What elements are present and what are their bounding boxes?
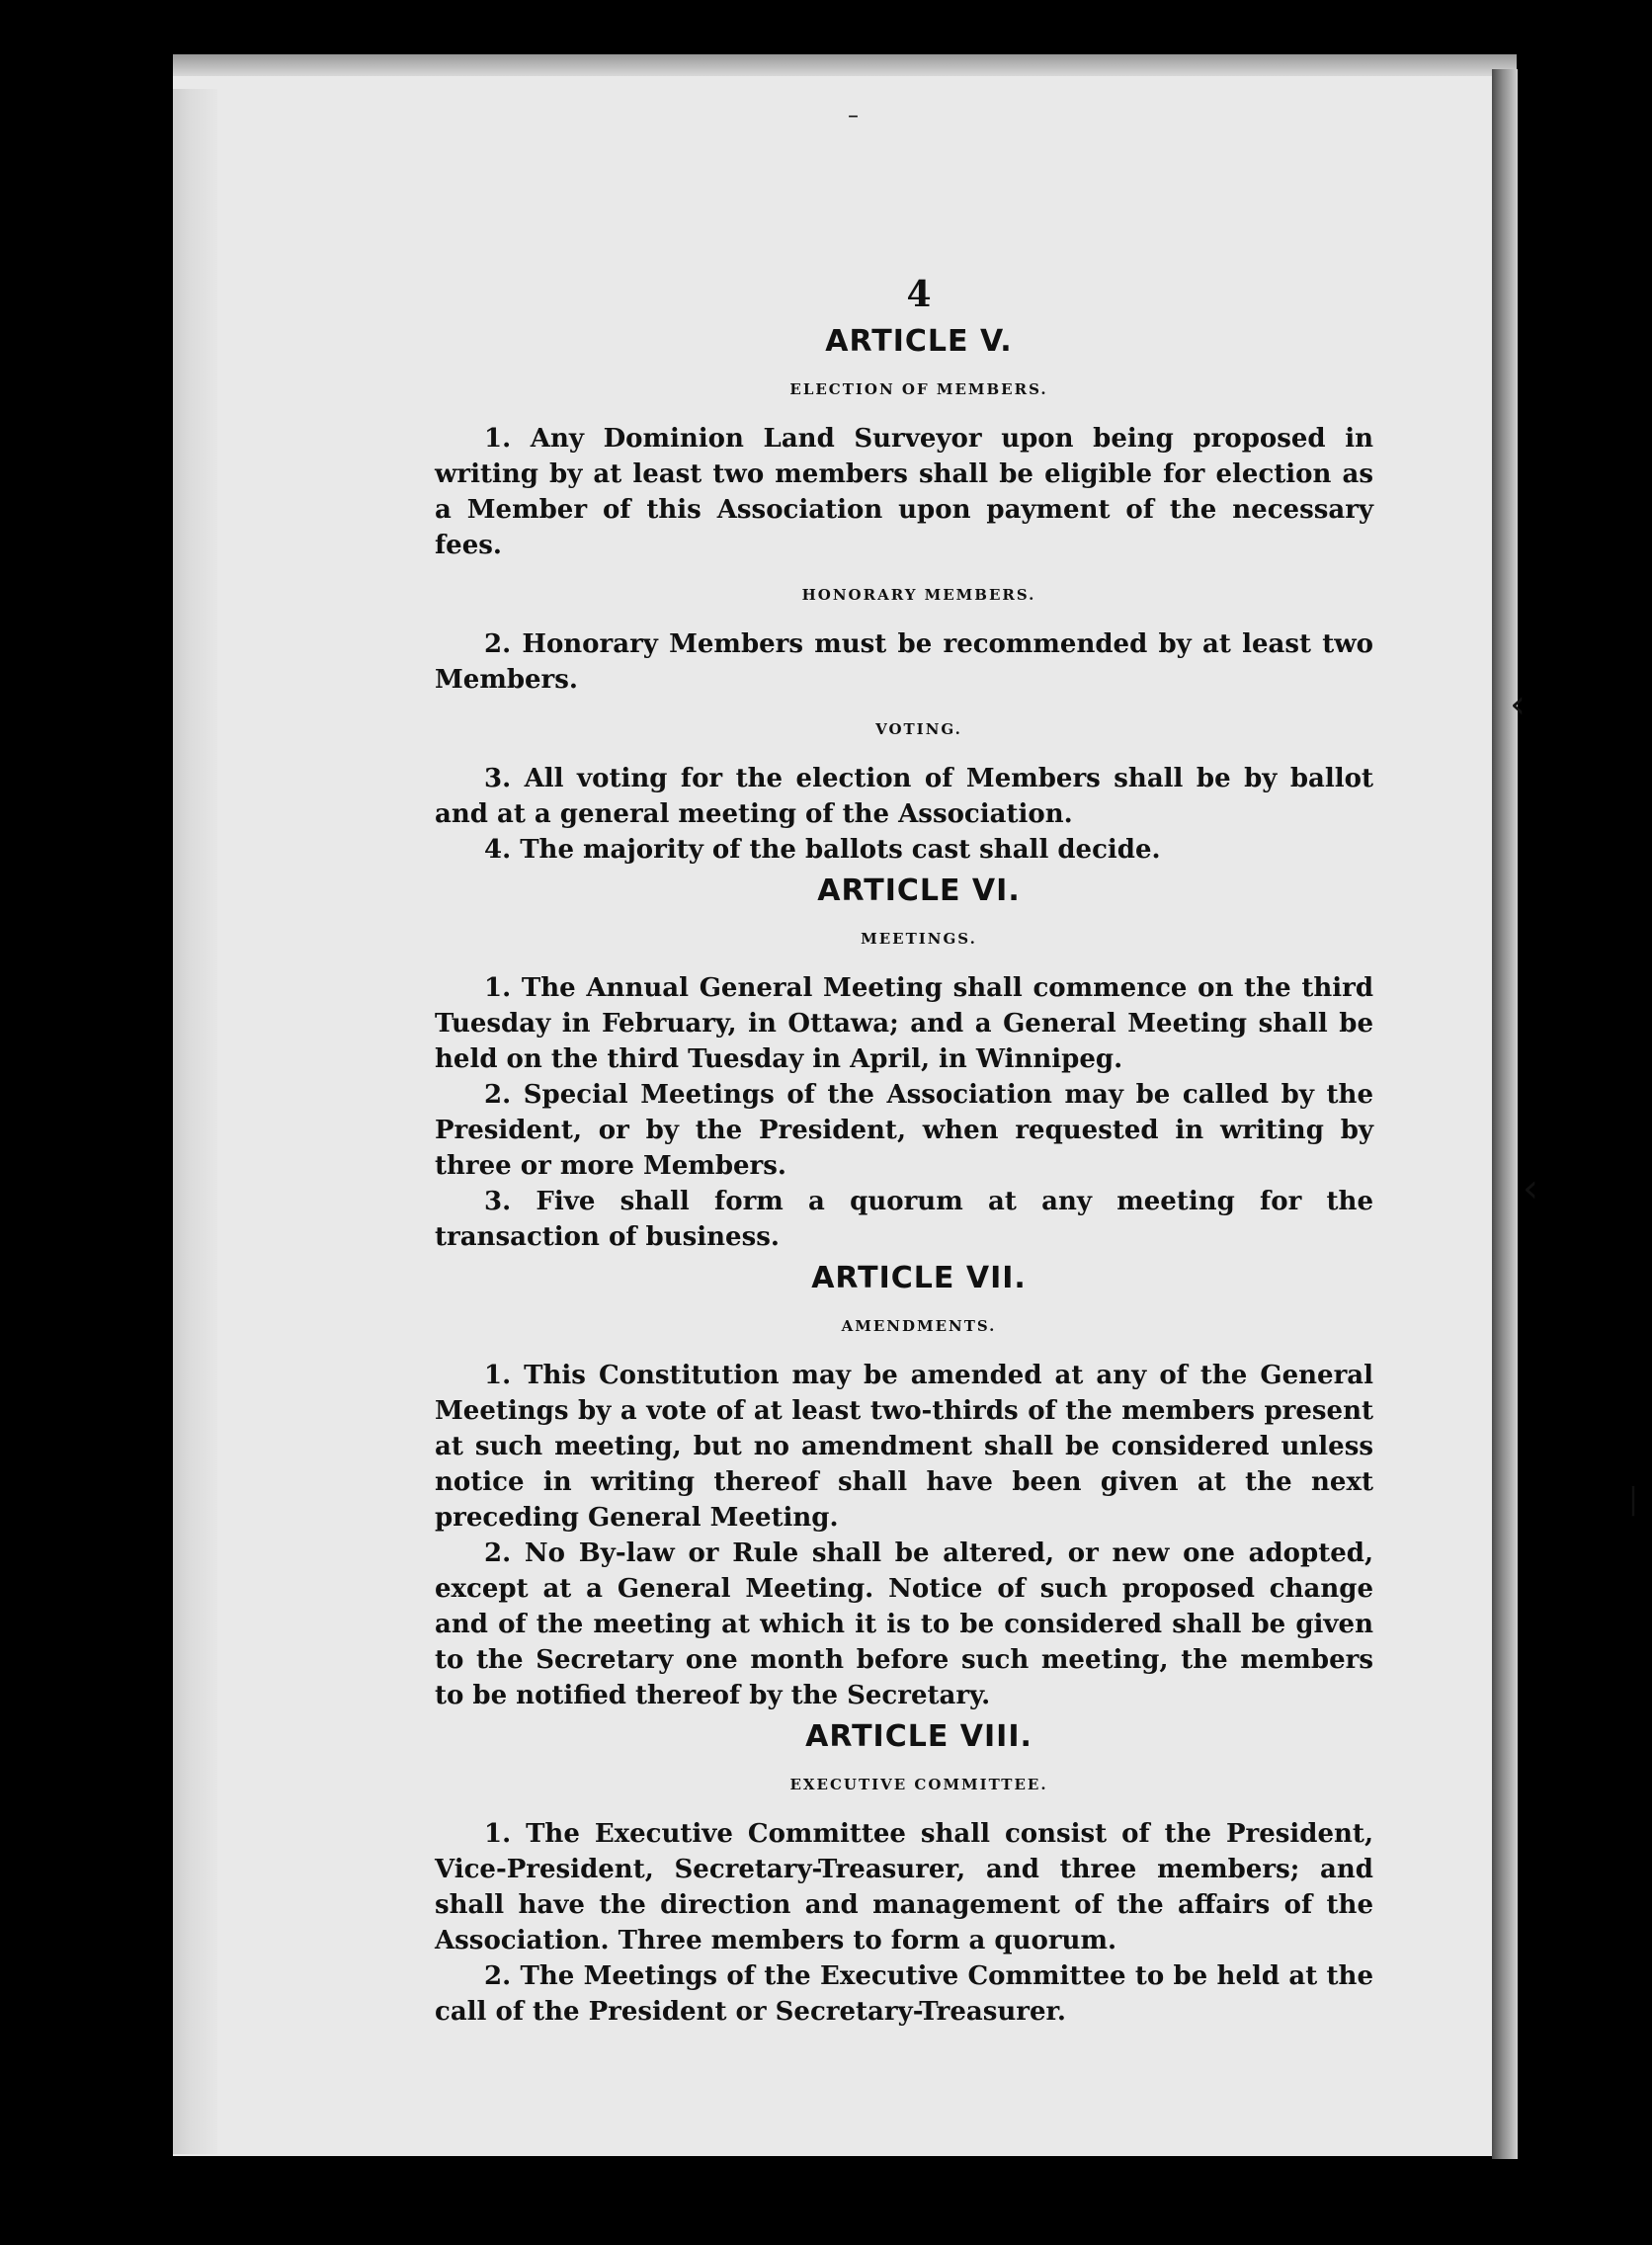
paragraph: 2. Honorary Members must be recommended by at least two Members.: [435, 629, 1373, 695]
document-body: [435, 274, 1373, 2030]
article-7: [435, 1261, 1373, 1713]
spine-shadow: [1518, 59, 1652, 2164]
article-8: [435, 1719, 1373, 2030]
paragraph: 2. Special Meetings of the Association may be called by the President, or by the President, when requested in writing by three or more Members.: [435, 1080, 1373, 1181]
section-heading: AMENDMENTS.: [841, 1317, 997, 1335]
section-heading: MEETINGS.: [861, 930, 977, 948]
article-heading: ARTICLE V.: [825, 324, 1013, 359]
paragraph: 1. The Executive Committee shall consist of the President, Vice-President, Secretary-Treasurer, and three members; and shall have the direction and management of the affairs of the Association. Three members to form a quorum.: [435, 1819, 1373, 1955]
section-heading: VOTING.: [875, 720, 962, 738]
stray-mark-right-1: ‹: [1510, 682, 1526, 727]
article-heading: ARTICLE VII.: [811, 1261, 1027, 1295]
page-number: 4: [906, 274, 932, 315]
page-top-edge: [173, 54, 1517, 76]
stray-mark-right-2: ‹: [1523, 1166, 1538, 1211]
paragraph: 1. The Annual General Meeting shall commence on the third Tuesday in February, in Ottawa; and a General Meeting shall be held on the third Tuesday in April, in Winnipeg.: [435, 973, 1373, 1074]
page-binding-edge: [1492, 69, 1518, 2159]
paragraph: 4. The majority of the ballots cast shall decide.: [484, 835, 1161, 865]
article-5: [435, 324, 1373, 868]
article-heading: ARTICLE VI.: [817, 873, 1021, 908]
section-heading: EXECUTIVE COMMITTEE.: [789, 1776, 1048, 1793]
page-left-margin-edge: [173, 89, 217, 2154]
paragraph: 2. The Meetings of the Executive Committee to be held at the call of the President or Secretary-Treasurer.: [435, 1961, 1373, 2027]
section-heading: ELECTION OF MEMBERS.: [789, 380, 1048, 398]
section-heading: HONORARY MEMBERS.: [801, 586, 1036, 604]
paragraph: 1. Any Dominion Land Surveyor upon being proposed in writing by at least two members shall be eligible for election as a Member of this Association upon payment of the necessary fees.: [435, 424, 1373, 560]
stray-mark-far-right: |: [1628, 1482, 1639, 1517]
stray-mark-top: –: [848, 104, 859, 128]
paragraph: 1. This Constitution may be amended at any of the General Meetings by a vote of at least two-thirds of the members present at such meeting, but no amendment shall be considered unless notice in writing thereof shall have been given at the next preceding General Meeting.: [435, 1361, 1373, 1533]
paragraph: 2. No By-law or Rule shall be altered, or new one adopted, except at a General Meeting. Notice of such proposed change and of the meeting at which it is to be considered shall be given to the Secretary one month before such meeting, the members to be notified thereof by the Secretary.: [435, 1538, 1373, 1710]
article-6: [435, 873, 1373, 1255]
paragraph: 3. Five shall form a quorum at any meeting for the transaction of business.: [435, 1187, 1373, 1252]
paragraph: 3. All voting for the election of Members shall be by ballot and at a general meeting of the Association.: [435, 764, 1373, 829]
article-heading: ARTICLE VIII.: [805, 1719, 1032, 1754]
